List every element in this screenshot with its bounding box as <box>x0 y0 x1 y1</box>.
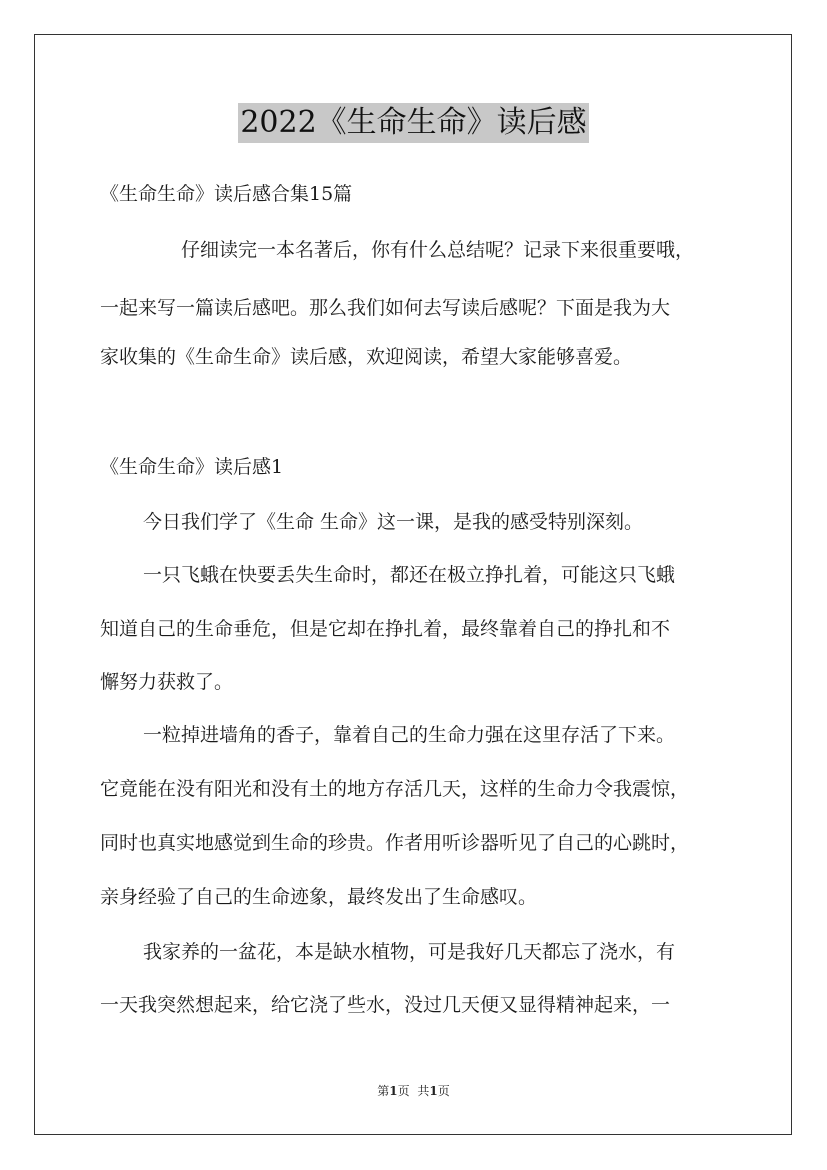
intro-line-1: 仔细读完一本名著后，你有什么总结呢？记录下来很重要哦， <box>181 239 695 261</box>
intro-line-3: 家收集的《生命生命》读后感，欢迎阅读，希望大家能够喜爱。 <box>100 346 633 368</box>
page-current-number: 1 <box>389 1084 398 1098</box>
document-title: 2022《生命生命》读后感 <box>238 103 588 143</box>
body-line-6: 它竟能在没有阳光和没有土的地方存活几天，这样的生命力令我震惊， <box>100 778 690 800</box>
body-line-3: 知道自己的生命垂危，但是它却在挣扎着，最终靠着自己的挣扎和不 <box>100 618 671 640</box>
document-subtitle: 《生命生命》读后感合集15篇 <box>100 183 353 205</box>
total-pages-number: 1 <box>429 1084 438 1098</box>
body-line-7: 同时也真实地感觉到生命的珍贵。作者用听诊器听见了自己的心跳时， <box>100 832 690 854</box>
body-line-2: 一只飞蛾在快要丢失生命时，都还在极立挣扎着，可能这只飞蛾 <box>143 564 676 586</box>
total-prefix: 共 <box>417 1084 430 1098</box>
page-suffix: 页 <box>397 1084 410 1098</box>
body-line-5: 一粒掉进墙角的香子，靠着自己的生命力强在这里存活了下来。 <box>143 724 676 746</box>
section-heading: 《生命生命》读后感1 <box>100 456 284 478</box>
total-suffix: 页 <box>437 1084 450 1098</box>
body-line-4: 懈努力获救了。 <box>100 671 234 693</box>
title-container <box>0 103 827 143</box>
page-prefix: 第 <box>377 1084 390 1098</box>
body-line-1: 今日我们学了《生命 生命》这一课，是我的感受特别深刻。 <box>143 511 644 533</box>
intro-line-2: 一起来写一篇读后感吧。那么我们如何去写读后感呢？下面是我为大 <box>100 297 671 319</box>
body-line-8: 亲身经验了自己的生命迹象，最终发出了生命感叹。 <box>100 886 538 908</box>
body-line-10: 一天我突然想起来，给它浇了些水，没过几天便又显得精神起来，一 <box>100 994 671 1016</box>
body-line-9: 我家养的一盆花，本是缺水植物，可是我好几天都忘了浇水，有 <box>143 941 676 963</box>
page-footer <box>0 1083 827 1099</box>
